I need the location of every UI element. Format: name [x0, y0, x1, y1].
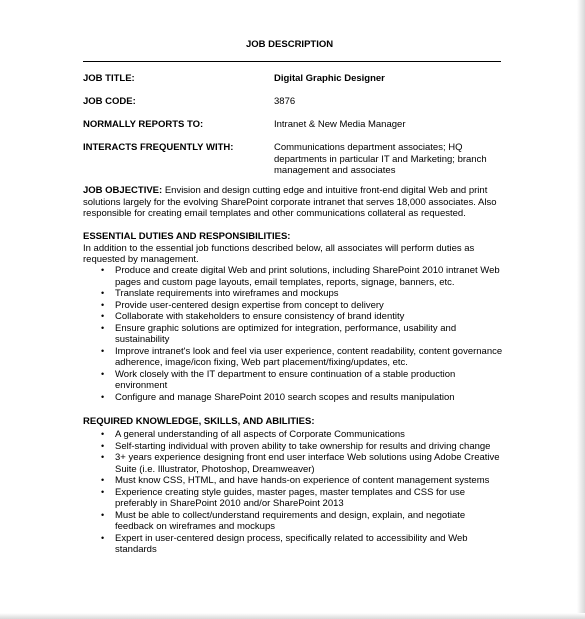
- bullet-icon: •: [101, 475, 105, 485]
- list-item-text: Must be able to collect/understand requirements and design, explain, and negotiate feedback on wireframes and mockups: [115, 509, 466, 532]
- bullet-icon: •: [101, 299, 105, 310]
- list-item: [83, 265, 503, 288]
- interacts-with-value: Communications department associates; HQ departments in particular IT and Marketing; branch management and associates: [274, 142, 487, 176]
- list-item: [83, 487, 503, 510]
- bullet-icon: •: [101, 345, 105, 356]
- page-edge-shadow: [577, 0, 585, 619]
- bullet-icon: •: [101, 288, 105, 298]
- reports-to-label: NORMALLY REPORTS TO:: [83, 119, 204, 130]
- list-item: [83, 311, 503, 323]
- list-item: [83, 510, 503, 533]
- job-objective-text: Envision and design cutting edge and intuitive front-end digital Web and print solutions largely for the evolving SharePoint corporate intranet that serves 18,000 associates. Also responsible for creating email templates and other communications collateral as requested.: [83, 185, 497, 219]
- page-bottom-shadow: [0, 613, 585, 619]
- list-item: [83, 452, 503, 475]
- list-item-text: 3+ years experience designing front end user interface Web solutions using Adobe Creative Suite (i.e. Illustrator, Photoshop, Dreamweaver): [115, 452, 500, 475]
- list-item-text: Improve intranet's look and feel via user experience, content readability, content governance adherence, image/icon fixing, Web part placement/fixing/updates, etc.: [115, 345, 503, 368]
- list-item: [83, 441, 503, 453]
- job-objective-label: JOB OBJECTIVE:: [83, 185, 163, 196]
- requirements-section: [83, 416, 505, 428]
- list-item: [83, 323, 503, 346]
- header-divider: [83, 61, 501, 62]
- requirements-list: [83, 429, 503, 556]
- bullet-icon: •: [101, 368, 105, 379]
- list-item-text: Configure and manage SharePoint 2010 search scopes and results manipulation: [115, 391, 455, 403]
- list-item: [83, 429, 503, 441]
- document-title: JOB DESCRIPTION: [246, 39, 334, 50]
- duties-list: [83, 265, 503, 403]
- list-item: [83, 392, 503, 404]
- list-item-text: Translate requirements into wireframes and mockups: [115, 288, 339, 299]
- list-item-text: A general understanding of all aspects of Corporate Communications: [115, 429, 405, 440]
- interacts-with-label: INTERACTS FREQUENTLY WITH:: [83, 142, 234, 153]
- requirements-heading: REQUIRED KNOWLEDGE, SKILLS, AND ABILITIES:: [83, 416, 315, 427]
- list-item-text: Experience creating style guides, master pages, master templates and CSS for use preferably in SharePoint 2010 and/or SharePoint 2013: [115, 486, 466, 509]
- list-item: [83, 475, 503, 487]
- list-item-text: Collaborate with stakeholders to ensure consistency of brand identity: [115, 311, 405, 322]
- list-item-text: Produce and create digital Web and print solutions, including SharePoint 2010 intranet Web pages and custom page layouts, email templates, reports, signage, banners, etc.: [115, 265, 500, 288]
- list-item: [83, 346, 503, 369]
- duties-intro: In addition to the essential job functions described below, all associates will perform duties as requested by management.: [83, 242, 475, 265]
- bullet-icon: •: [101, 486, 105, 497]
- bullet-icon: •: [101, 452, 105, 462]
- job-title-label: JOB TITLE:: [83, 73, 135, 84]
- list-item-text: Provide user-centered design expertise from concept to delivery: [115, 299, 384, 311]
- reports-to-value: Intranet & New Media Manager: [274, 119, 406, 130]
- bullet-icon: •: [101, 265, 105, 275]
- duties-section: [83, 231, 505, 266]
- list-item: [83, 369, 503, 392]
- bullet-icon: •: [101, 429, 105, 439]
- job-code-value: 3876: [274, 96, 296, 107]
- bullet-icon: •: [101, 440, 105, 451]
- list-item-text: Expert in user-centered design process, specifically related to accessibility and Web standards: [115, 532, 468, 555]
- job-objective: [83, 185, 505, 220]
- bullet-icon: •: [101, 311, 105, 321]
- list-item-text: Work closely with the IT department to ensure continuation of a stable production environment: [115, 368, 456, 391]
- list-item: [83, 300, 503, 312]
- duties-heading: ESSENTIAL DUTIES AND RESPONSIBILITIES:: [83, 231, 291, 242]
- job-title-value: Digital Graphic Designer: [274, 73, 385, 84]
- job-code-label: JOB CODE:: [83, 96, 136, 107]
- list-item-text: Ensure graphic solutions are optimized for integration, performance, usability and sustainability: [115, 322, 457, 345]
- list-item: [83, 288, 503, 300]
- bullet-icon: •: [101, 391, 105, 402]
- bullet-icon: •: [101, 509, 105, 520]
- list-item-text: Self-starting individual with proven ability to take ownership for results and driving change: [115, 440, 491, 452]
- list-item-text: Must know CSS, HTML, and have hands-on experience of content management systems: [115, 475, 490, 486]
- bullet-icon: •: [101, 322, 105, 333]
- bullet-icon: •: [101, 532, 105, 543]
- list-item: [83, 533, 503, 556]
